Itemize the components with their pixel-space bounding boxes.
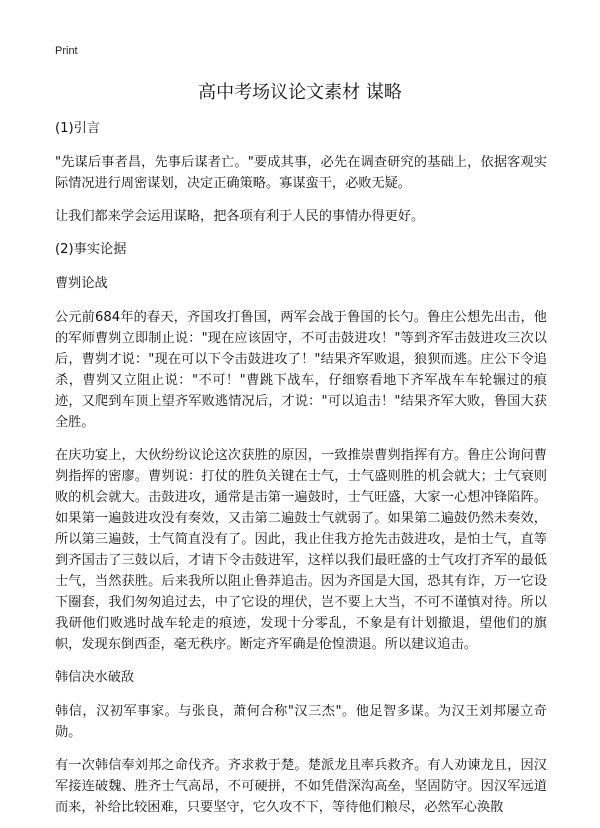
subheading-cao-gui: 曹刿论战 <box>55 276 108 291</box>
print-link[interactable]: Print <box>55 45 78 57</box>
article-body <box>55 118 547 828</box>
page-title: 高中考场议论文素材 谋略 <box>198 82 402 103</box>
han-xin-paragraph-2: 有一次韩信奉刘邦之命伐齐。齐求救于楚。楚派龙且率兵救齐。有人劝谏龙且，因汉军接连破魏、胜齐士气高昂，不可硬拼，不如凭借深沟高垒，坚固防守。因汉军远道而来，补给比较困难，只要坚守，它久攻不下，等待他们粮尽，必然军心涣散 <box>55 758 547 815</box>
intro-paragraph-1: "先谋后事者昌，先事后谋者亡。"要成其事，必先在调查研究的基础上，依据客观实际情况进行周密谋划，决定正确策略。寡谋蛮干，必败无疑。 <box>55 155 547 191</box>
intro-paragraph-2: 让我们都来学会运用谋略，把各项有利于人民的事情办得更好。 <box>55 209 425 224</box>
cao-gui-paragraph-2: 在庆功宴上，大伙纷纷议论这次获胜的原因，一致推崇曹刿指挥有方。鲁庄公询问曹刿指挥的密廖。曹刿说：打仗的胜负关键在士气，士气盛则胜的机会就大；士气衰则败的机会就大。击鼓进攻，通常是击第一遍鼓时，士气旺盛，大家一心想冲锋陷阵。如果第一遍鼓进攻没有奏效，又击第二遍鼓士气就弱了。如果第二遍鼓仍然未奏效，所以第三遍鼓，士气简直没有了。因此，我止住我方抢先击鼓进攻，是怕士气，直等到齐国击了三鼓以后，才请下令击鼓进军，这样以我们最旺盛的士气攻打齐军的最低士气，当然获胜。后来我所以阻止鲁莽追击。因为齐国是大国，恐其有诈，万一它设下圈套，我们匆匆追过去，中了它设的埋伏，岂不要上大当，不可不谨慎对待。所以我研他们败逃时战车轮走的痕迹，发现十分零乱，不象是有计划撤退，望他们的旗帜，发现东倒西歪，毫无秩序。断定齐军确是伧惶溃退。所以建议追击。 <box>55 448 547 652</box>
han-xin-paragraph-1: 韩信，汉初军事家。与张良，萧何合称"汉三杰"。他足智多谋。为汉王刘邦屡立奇勋。 <box>55 704 547 740</box>
section-heading-intro: (1)引言 <box>55 121 101 136</box>
cao-gui-paragraph-1: 公元前684年的春天，齐国攻打鲁国，两军会战于鲁国的长勺。鲁庄公想先出击，他的军师曹刿立即制止说："现在应该固守，不可击鼓进攻！"等到齐军击鼓进攻三次以后，曹刿才说："现在可以下令击鼓进攻了！"结果齐军败退，狼狈而逃。庄公下令追杀，曹刿又立阻止说："不可！"曹跳下战车，仔细察看地下齐军战车车轮辗过的痕迹，又爬到车顶上望齐军败逃情况后，才说："可以追击！"结果齐军大败，鲁国大获全胜。 <box>55 310 547 430</box>
subheading-han-xin: 韩信决水破敌 <box>55 670 135 685</box>
section-heading-facts: (2)事实论据 <box>55 242 127 257</box>
